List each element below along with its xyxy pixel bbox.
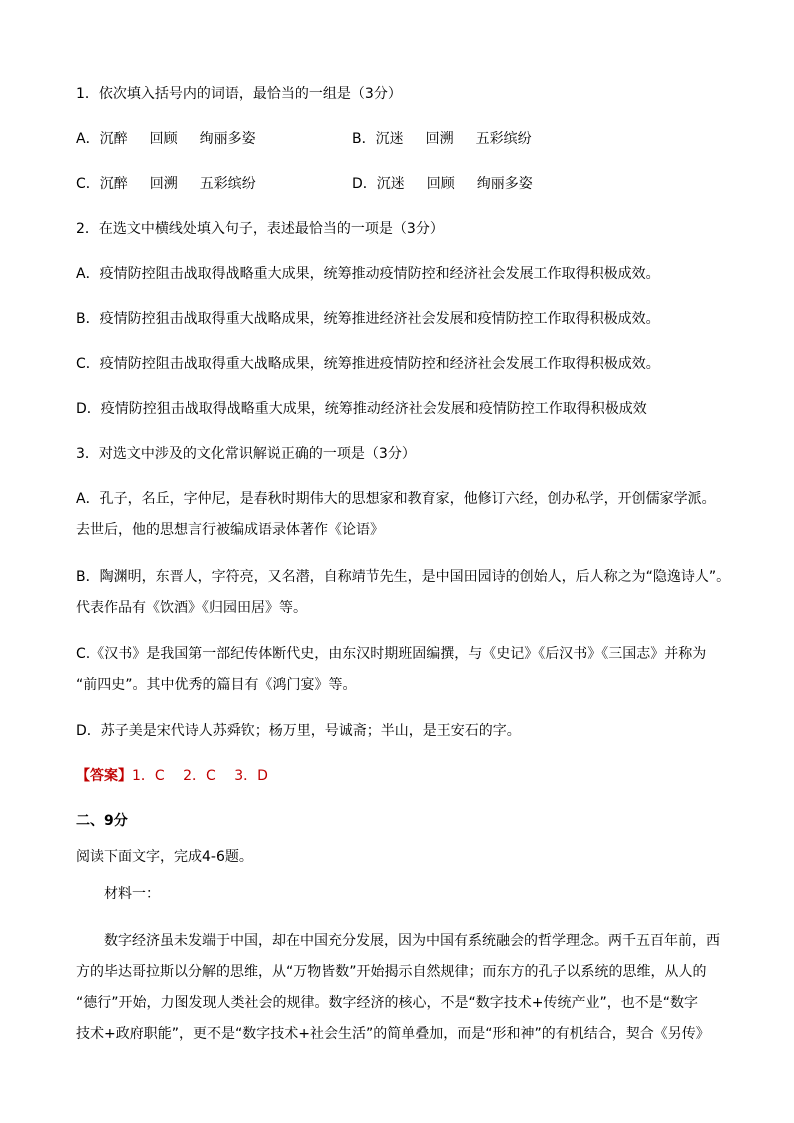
paragraph-line: 方的毕达哥拉斯以分解的思维，从“万物皆数”开始揭示自然规律；而东方的孔子以系统的思维，从人的 — [76, 964, 707, 980]
q3-option-d: D．苏子美是宋代诗人苏舜钦；杨万里，号诚斋；半山，是王安石的字。 — [76, 723, 521, 739]
q3-option-a-line1: A．孔子，名丘，字仲尼，是春秋时期伟大的思想家和教育家，他修订六经，创办私学，开创儒家学派。 — [76, 491, 716, 507]
q3-option-c-line1: C.《汉书》是我国第一部纪传体断代史，由东汉时期班固编撰，与《史记》《后汉书》《三国志》并称为 — [76, 646, 707, 662]
option-word: 绚丽多姿 — [476, 176, 533, 192]
q3-option-a-line2: 去世后，他的思想言行被编成语录体著作《论语》 — [76, 522, 384, 538]
option-word: 回溯 — [425, 131, 454, 147]
paragraph-line: “德行”开始，力图发现人类社会的规律。数字经济的核心，不是“数字技术+传统产业”，也不是“数字 — [76, 995, 698, 1011]
material-label: 材料一： — [104, 886, 160, 902]
paragraph-line: 数字经济虽未发端于中国，却在中国充分发展，因为中国有系统融会的哲学理念。两千五百年前，西 — [104, 933, 720, 949]
q2-option-d: D．疫情防控狙击战取得战略重大成果，统筹推动经济社会发展和疫情防控工作取得积极成效 — [76, 401, 647, 417]
option-word: 五彩缤纷 — [199, 176, 256, 192]
option-word: 沉迷 — [375, 131, 404, 147]
option-word: 回顾 — [149, 131, 178, 147]
q1-option-d — [352, 175, 533, 193]
option-word: 沉迷 — [376, 176, 405, 192]
answer-line — [76, 767, 268, 785]
q1-option-a — [76, 130, 256, 148]
option-word: 回顾 — [426, 176, 455, 192]
q3-stem: 3．对选文中涉及的文化常识解说正确的一项是（3分） — [76, 446, 416, 462]
q2-option-c: C．疫情防控阻击战取得重大战略成果，统筹推进疫情防控和经济社会发展工作取得积极成效。 — [76, 356, 660, 372]
q3-option-b-line2: 代表作品有《饮酒》《归园田居》等。 — [76, 600, 307, 616]
option-word: 沉醉 — [99, 131, 128, 147]
q3-option-b-line1: B．陶渊明，东晋人，字符亮，又名潜，自称靖节先生，是中国田园诗的创始人，后人称之为“隐逸诗人”。 — [76, 569, 731, 585]
answer-text: 1．C 2．C 3．D — [132, 768, 268, 784]
option-letter: D． — [352, 176, 377, 192]
q1-option-c — [76, 175, 256, 193]
section-heading: 二、9分 — [76, 813, 128, 829]
q2-option-a: A．疫情防控阻击战取得战略重大成果，统筹推动疫情防控和经济社会发展工作取得积极成效。 — [76, 266, 660, 282]
section-instruction: 阅读下面文字，完成4-6题。 — [76, 849, 253, 865]
option-word: 绚丽多姿 — [199, 131, 256, 147]
q2-option-b: B．疫情防控狙击战取得重大战略成果，统筹推进经济社会发展和疫情防控工作取得积极成效。 — [76, 311, 660, 327]
q1-option-b — [352, 130, 532, 148]
option-letter: A． — [76, 131, 100, 147]
q3-option-c-line2: “前四史”。其中优秀的篇目有《鸿门宴》等。 — [76, 677, 357, 693]
option-word: 回溯 — [149, 176, 178, 192]
option-word: 五彩缤纷 — [475, 131, 532, 147]
paragraph-line: 技术+政府职能”，更不是“数字技术+社会生活”的简单叠加，而是“形和神”的有机结合，契合《另传》 — [76, 1026, 710, 1042]
q1-stem: 1．依次填入括号内的词语，最恰当的一组是（3分） — [76, 86, 402, 102]
option-letter: C． — [76, 176, 100, 192]
option-letter: B． — [352, 131, 376, 147]
answer-tag: 【答案】 — [76, 768, 132, 784]
q2-stem: 2．在选文中横线处填入句子，表述最恰当的一项是（3分） — [76, 221, 444, 237]
option-word: 沉醉 — [99, 176, 128, 192]
